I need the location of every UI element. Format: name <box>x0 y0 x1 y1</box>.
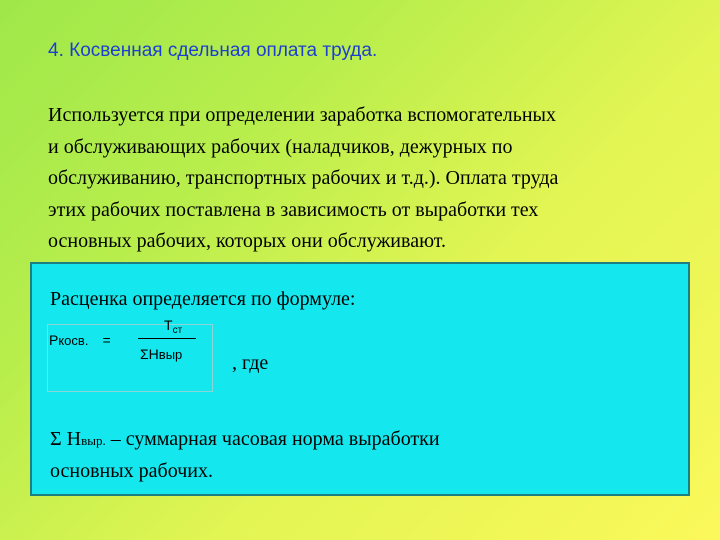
formula-den-sub: выр <box>158 347 183 362</box>
paragraph-line: обслуживанию, транспортных рабочих и т.д.). Оплата труда <box>48 167 559 189</box>
description-paragraph <box>48 100 688 258</box>
formula-den-main: Н <box>148 346 159 362</box>
formula-numerator <box>164 317 182 336</box>
formula-num-main: Т <box>164 317 173 333</box>
formula-lhs <box>49 332 111 348</box>
formula-lhs-sub: косв. <box>58 333 89 348</box>
formula-equals: = <box>102 332 111 348</box>
paragraph-line: этих рабочих поставлена в зависимость от выработки тех <box>48 198 539 221</box>
legend-symbol: Σ Н <box>50 428 82 450</box>
paragraph-line: основных рабочих, которых они обслуживают. <box>48 230 446 252</box>
formula-box <box>30 262 690 496</box>
formula-num-sub: ст <box>172 325 183 336</box>
formula-denominator <box>140 346 182 362</box>
fraction-bar <box>138 338 196 339</box>
legend-sub: выр. <box>81 433 106 448</box>
slide-title: 4. Косвенная сдельная оплата труда. <box>48 40 378 61</box>
paragraph-line: и обслуживающих рабочих (наладчиков, дежурных по <box>48 135 513 158</box>
formula-intro: Расценка определяется по формуле: <box>50 288 356 310</box>
formula-legend <box>50 424 650 486</box>
legend-line-1 <box>50 424 650 456</box>
legend-line-2: основных рабочих. <box>50 460 213 482</box>
where-text: , где <box>232 352 269 374</box>
legend-description: – суммарная часовая норма выработки <box>105 428 440 450</box>
paragraph-line: Используется при определении заработка вспомогательных <box>48 104 556 126</box>
formula-lhs-main: P <box>49 332 59 348</box>
sigma-symbol: Σ <box>140 346 149 362</box>
